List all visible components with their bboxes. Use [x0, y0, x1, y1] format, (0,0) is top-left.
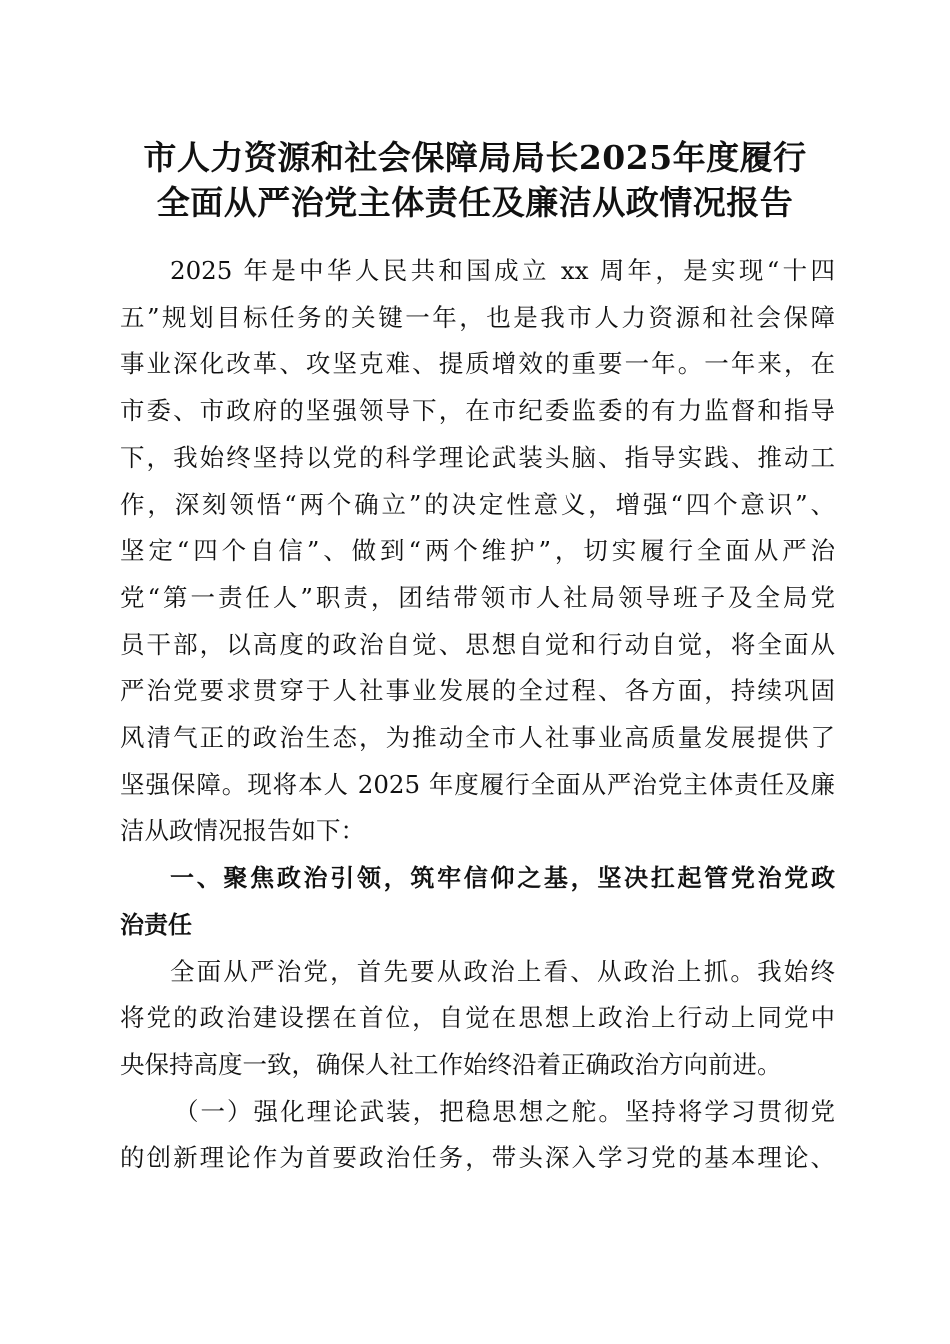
- text-line: 员干部，以高度的政治自觉、思想自觉和行动自觉，将全面从: [120, 629, 835, 659]
- paragraph-intro: [120, 248, 835, 855]
- title-line-1: 市人力资源和社会保障局局长2025年度履行: [143, 138, 807, 177]
- text-line: 坚定“四个自信”、做到“两个维护”，切实履行全面从严治: [120, 536, 835, 566]
- title-line-2: 全面从严治党主体责任及廉洁从政情况报告: [156, 183, 794, 222]
- paragraph-subsection-1: [120, 1089, 835, 1182]
- text-line: 下，我始终坚持以党的科学理论武装头脑、指导实践、推动工: [120, 442, 835, 472]
- heading-line: 治责任: [120, 910, 192, 939]
- text-line: 的创新理论作为首要政治任务，带头深入学习党的基本理论、: [120, 1143, 835, 1173]
- text-line: 五”规划目标任务的关键一年，也是我市人力资源和社会保障: [120, 302, 835, 332]
- text-line: 2025 年是中华人民共和国成立 xx 周年，是实现“十四: [170, 256, 835, 285]
- section-heading-1: [120, 855, 835, 948]
- text-line: 风清气正的政治生态，为推动全市人社事业高质量发展提供了: [120, 723, 835, 753]
- text-line: 事业深化改革、攻坚克难、提质增效的重要一年。一年来，在: [120, 349, 835, 379]
- text-line: 央保持高度一致，确保人社工作始终沿着正确政治方向前进。: [120, 1049, 782, 1079]
- document-title: [110, 135, 840, 225]
- text-line: 市委、市政府的坚强领导下，在市纪委监委的有力监督和指导: [120, 396, 835, 426]
- heading-line: 一、聚焦政治引领，筑牢信仰之基，坚决扛起管党治党政: [170, 864, 835, 893]
- text-line: 严治党要求贯穿于人社事业发展的全过程、各方面，持续巩固: [120, 676, 835, 706]
- text-line: （一）强化理论武装，把稳思想之舵。坚持将学习贯彻党: [174, 1096, 835, 1126]
- paragraph-section-1: [120, 949, 835, 1089]
- text-line: 将党的政治建设摆在首位，自觉在思想上政治上行动上同党中: [120, 1003, 835, 1033]
- text-line: 坚强保障。现将本人 2025 年度履行全面从严治党主体责任及廉: [120, 769, 835, 799]
- text-line: 作，深刻领悟“两个确立”的决定性意义，增强“四个意识”、: [120, 489, 835, 519]
- text-line: 全面从严治党，首先要从政治上看、从政治上抓。我始终: [170, 956, 835, 986]
- document-body: [120, 248, 835, 1182]
- text-line: 洁从政情况报告如下：: [120, 816, 365, 846]
- text-line: 党“第一责任人”职责，团结带领市人社局领导班子及全局党: [120, 582, 835, 612]
